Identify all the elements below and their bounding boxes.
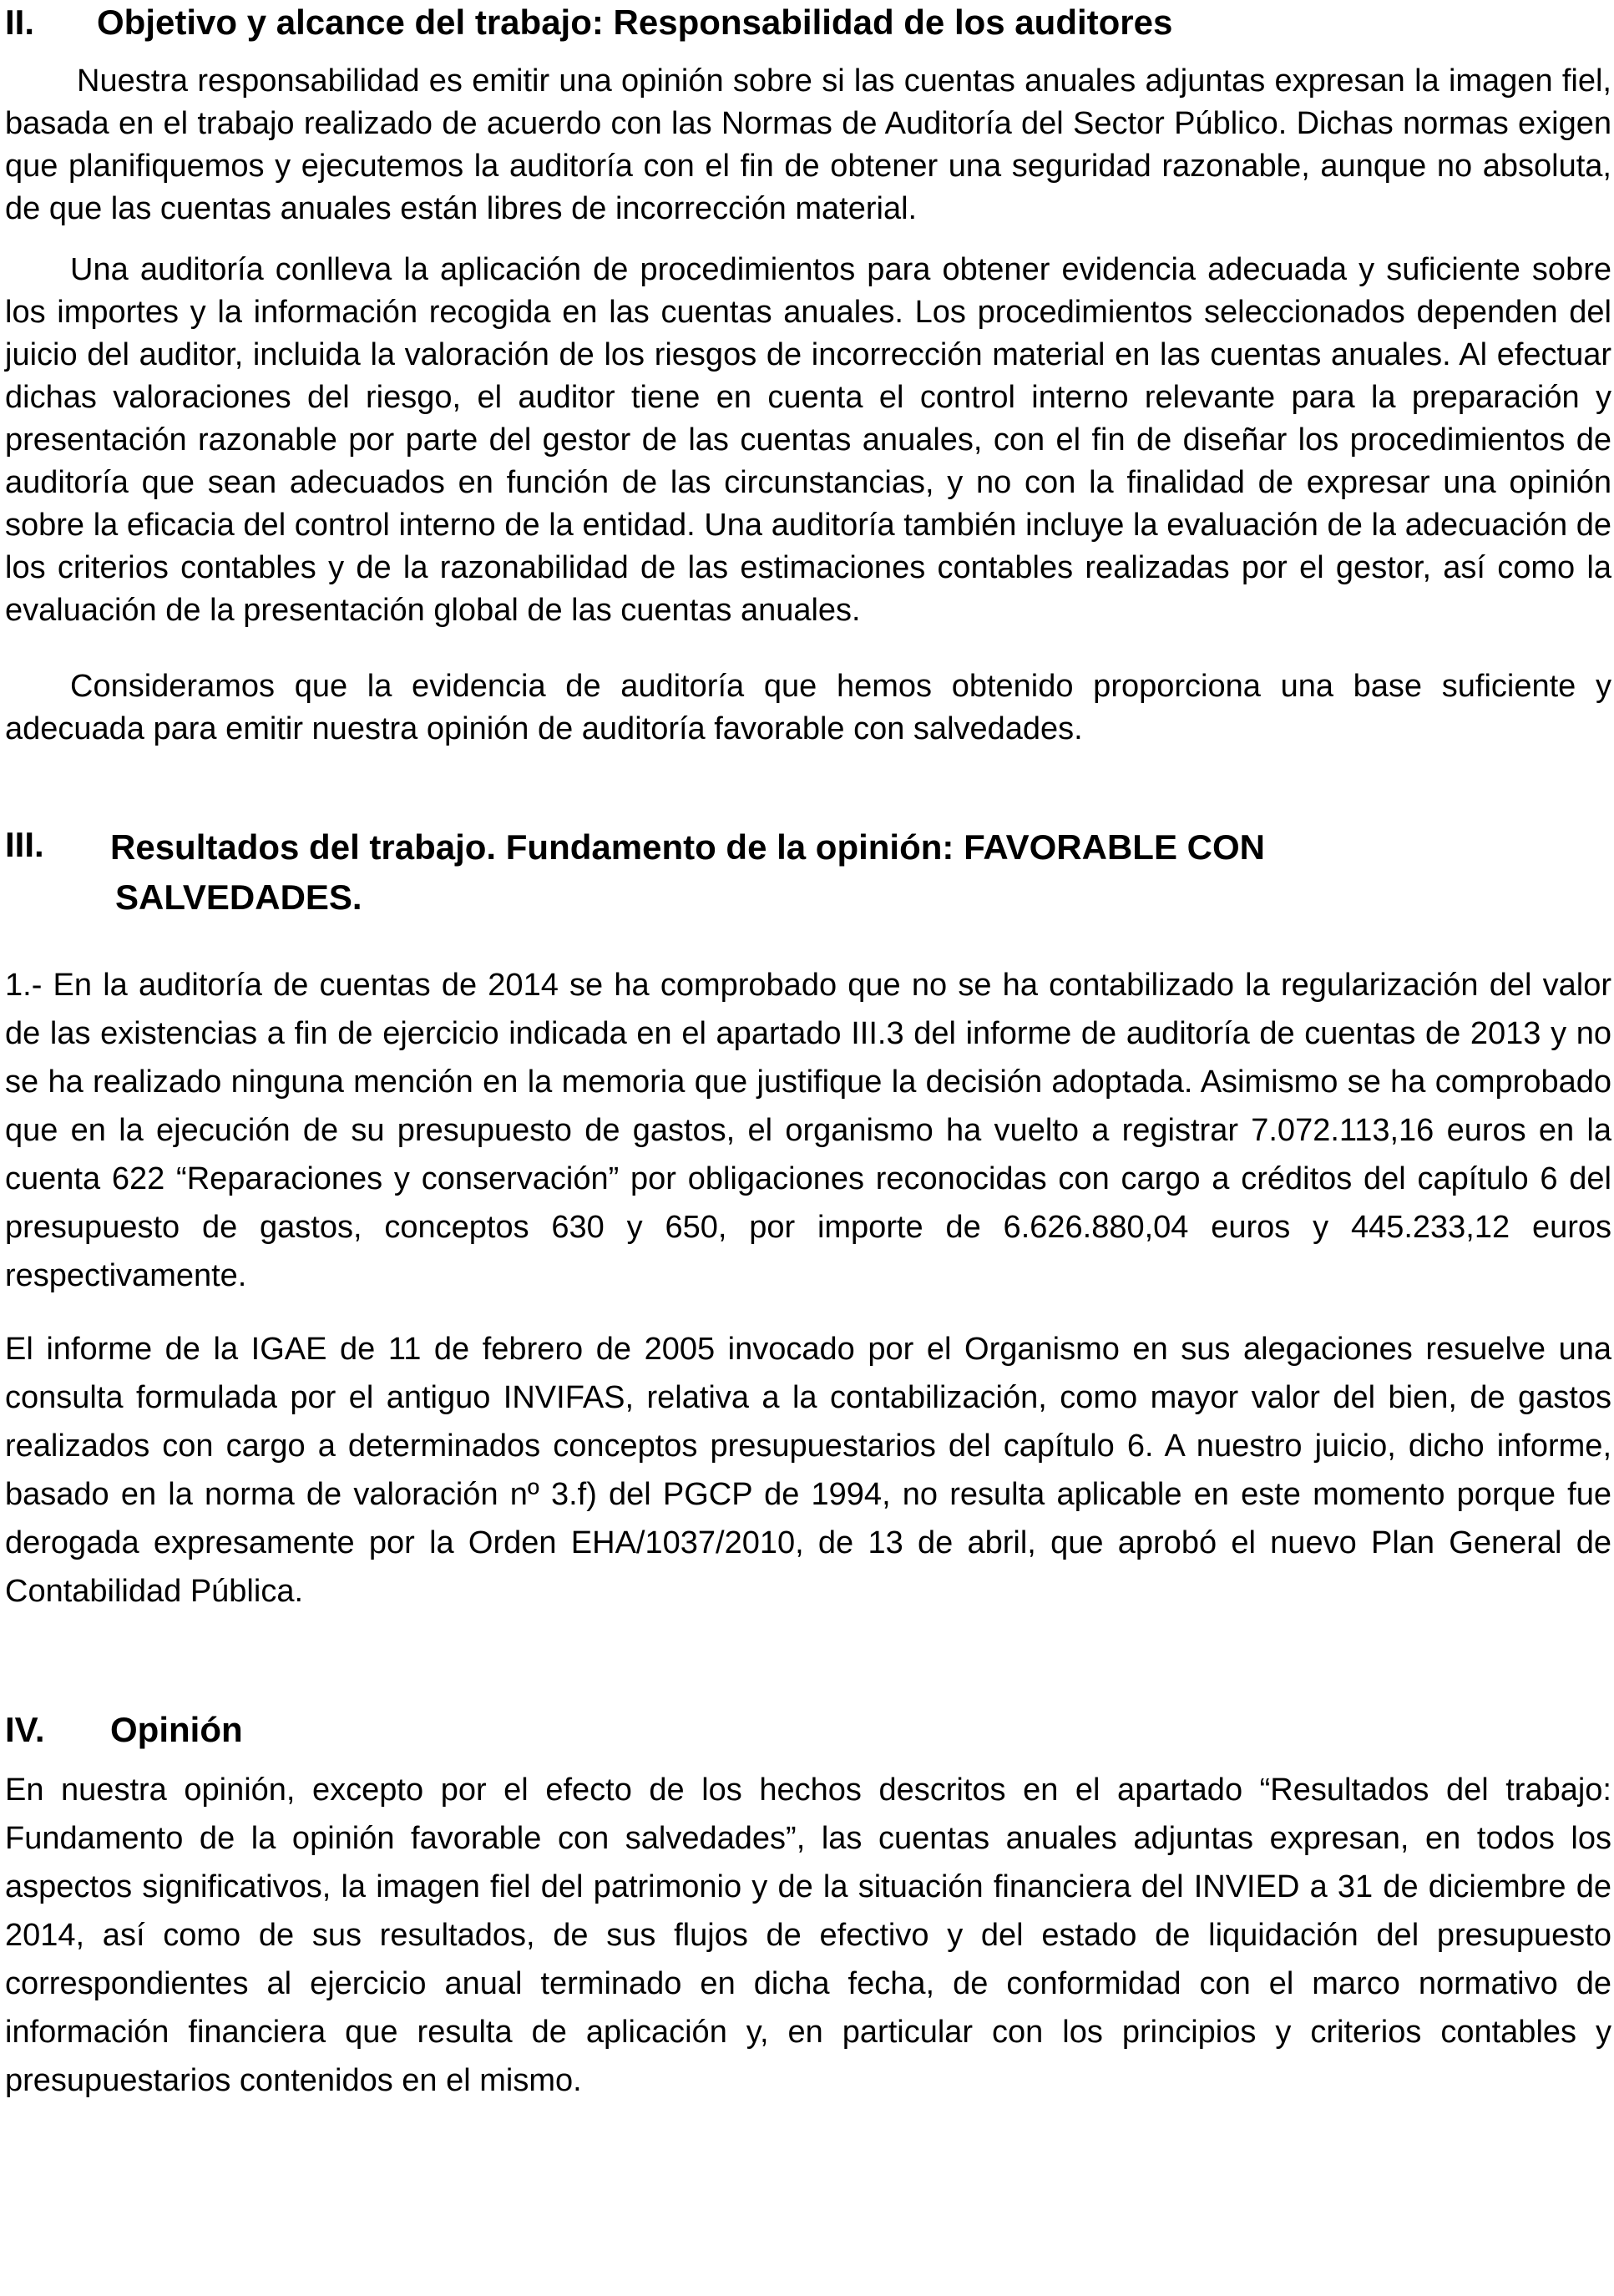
section-3-paragraph-2: El informe de la IGAE de 11 de febrero de 2005 invocado por el Organismo en sus alegaciones resuelve una consulta formulada por el antiguo INVIFAS, relativa a la contabilización, como mayor valor del bien, de gastos realizados con cargo a determinados conceptos presupuestarios del capítulo 6. A nuestro juicio, dicho informe, basado en la norma de valoración nº 3.f) del PGCP de 1994, no resulta aplicable en este momento porque fue derogada expresamente por la Orden EHA/1037/2010, de 13 de abril, que aprobó el nuevo Plan General de Contabilidad Pública. (5, 1332, 1611, 1609)
section-4-number: IV. (5, 1710, 45, 1749)
section-3-title-line-2: SALVEDADES. (115, 877, 362, 917)
document-page (5, 0, 1611, 2105)
section-2-paragraph-2: Una auditoría conlleva la aplicación de procedimientos para obtener evidencia adecuada y suficiente sobre los importes y la información recogida en las cuentas anuales. Los procedimientos seleccionados dependen del juicio del auditor, incluida la valoración de los riesgos de incorrección material en las cuentas anuales. Al efectuar dichas valoraciones del riesgo, el auditor tiene en cuenta el control interno relevante para la preparación y presentación razonable por parte del gestor de las cuentas anuales, con el fin de diseñar los procedimientos de auditoría que sean adecuados en función de las circunstancias, y no con la finalidad de expresar una opinión sobre la eficacia del control interno de la entidad. Una auditoría también incluye la evaluación de la adecuación de los criterios contables y de la razonabilidad de las estimaciones contables realizadas por el gestor, así como la evaluación de la presentación global de las cuentas anuales. (5, 252, 1611, 628)
section-4-title: Opinión (110, 1710, 243, 1749)
section-4-heading (5, 1707, 1611, 1752)
section-2-paragraph-1: Nuestra responsabilidad es emitir una opinión sobre si las cuentas anuales adjuntas expresan la imagen fiel, basada en el trabajo realizado de acuerdo con las Normas de Auditoría del Sector Público. Dichas normas exigen que planifiquemos y ejecutemos la auditoría con el fin de obtener una seguridad razonable, aunque no absoluta, de que las cuentas anuales están libres de incorrección material. (5, 63, 1611, 226)
section-2-heading (5, 0, 1611, 45)
section-2-title: Objetivo y alcance del trabajo: Responsabilidad de los auditores (97, 3, 1173, 42)
section-3-heading (5, 822, 1611, 923)
section-4-paragraph-1: En nuestra opinión, excepto por el efecto de los hechos descritos en el apartado “Resultados del trabajo: Fundamento de la opinión favorable con salvedades”, las cuentas anuales adjuntas expresan, en todos los aspectos significativos, la imagen fiel del patrimonio y de la situación financiera del INVIED a 31 de diciembre de 2014, así como de sus resultados, de sus flujos de efectivo y del estado de liquidación del presupuesto correspondientes al ejercicio anual terminado en dicha fecha, de conformidad con el marco normativo de información financiera que resulta de aplicación y, en particular con los principios y criterios contables y presupuestarios contenidos en el mismo. (5, 1773, 1611, 2098)
section-2-paragraph-3: Consideramos que la evidencia de auditoría que hemos obtenido proporciona una base suficiente y adecuada para emitir nuestra opinión de auditoría favorable con salvedades. (5, 669, 1611, 746)
section-3-number: III. (5, 825, 44, 864)
section-2-number: II. (5, 3, 35, 42)
section-3-paragraph-1: 1.- En la auditoría de cuentas de 2014 se ha comprobado que no se ha contabilizado la regularización del valor de las existencias a fin de ejercicio indicada en el apartado III.3 del informe de auditoría de cuentas de 2013 y no se ha realizado ninguna mención en la memoria que justifique la decisión adoptada. Asimismo se ha comprobado que en la ejecución de su presupuesto de gastos, el organismo ha vuelto a registrar 7.072.113,16 euros en la cuenta 622 “Reparaciones y conservación” por obligaciones reconocidas con cargo a créditos del capítulo 6 del presupuesto de gastos, conceptos 630 y 650, por importe de 6.626.880,04 euros y 445.233,12 euros respectivamente. (5, 968, 1611, 1293)
section-3-title-line-1: Resultados del trabajo. Fundamento de la opinión: FAVORABLE CON (110, 827, 1265, 867)
section-3-title (110, 822, 1265, 923)
